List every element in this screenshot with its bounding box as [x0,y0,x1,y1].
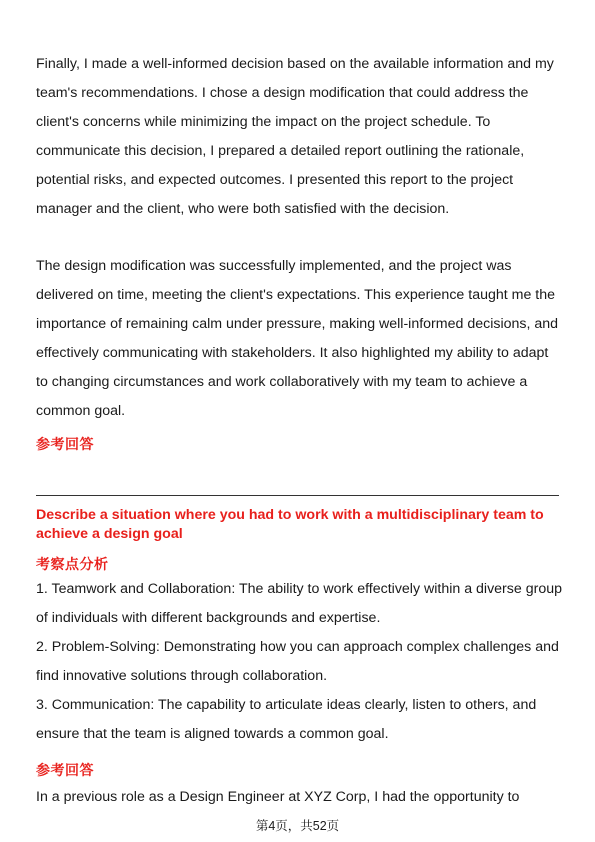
analysis-label: 考察点分析 [36,556,109,572]
analysis-point: 1. Teamwork and Collaboration: The ability to work effectively within a diverse group of individuals with different backgrounds and expertise. [36,581,562,626]
reference-answer-label: 参考回答 [36,762,94,778]
analysis-point: 2. Problem-Solving: Demonstrating how you can approach complex challenges and find innovative solutions through collaboration. [36,639,559,684]
analysis-points-list [36,575,562,749]
section-divider [36,495,559,496]
page-number: 第4页，共52页 [255,819,340,833]
answer-paragraph-start: In a previous role as a Design Engineer at XYZ Corp, I had the opportunity to [36,789,520,805]
answer-paragraph-outcome: The design modification was successfully implemented, and the project was delivered on time, meeting the client's expectations. This experience taught me the importance of remaining calm under pressure, making well-informed decisions, and effectively communicating with stakeholders. It also highlighted my ability to adapt to changing circumstances and work collaboratively with my team to achieve a common goal. [36,258,559,419]
analysis-point: 3. Communication: The capability to articulate ideas clearly, listen to others, and ensure that the team is aligned towards a common goal. [36,697,537,742]
reference-answer-label: 参考回答 [36,436,94,452]
answer-paragraph-decision: Finally, I made a well-informed decision based on the available information and my team's recommendations. I chose a design modification that could address the client's concerns while minimizing the impact on the project schedule. To communicate this decision, I prepared a detailed report outlining the rationale, potential risks, and expected outcomes. I presented this report to the project manager and the client, who were both satisfied with the decision. [36,56,554,217]
question-title: Describe a situation where you had to work with a multidisciplinary team to achieve a design goal [36,507,544,542]
